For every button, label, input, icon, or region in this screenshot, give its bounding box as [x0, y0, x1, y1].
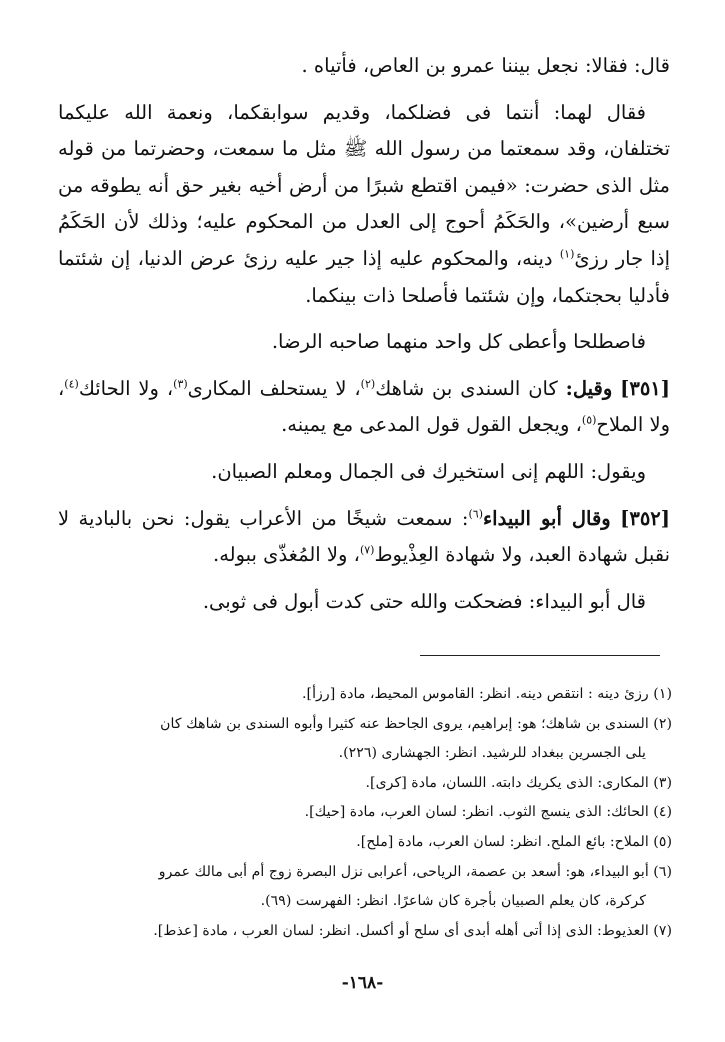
page-number: -١٦٨- — [341, 973, 384, 993]
footnote-3: (٣) المكارى: الذى يكريك دابته. اللسان، مادة [كرى]. — [365, 774, 672, 791]
footnotes — [50, 680, 672, 946]
footnote-ref-5: (٥) — [581, 413, 597, 427]
footnote-ref-4: (٤) — [64, 377, 79, 391]
section-352-label: وقال أبو البيداء — [483, 506, 611, 530]
footnote-ref-1: (١) — [559, 247, 575, 261]
section-351-text-b: ، لا يستحلف المكارى — [187, 376, 361, 400]
section-351-text-e: ، ويجعل القول قول المدعى مع يمينه. — [281, 413, 582, 437]
paragraph-2-end: دينه، والمحكوم عليه إذا جير عليه رزئ عرض الدنيا، إن شئتما فأدليا بحجتكما، وإن شئتما فأصلحا ذات بينكما. — [58, 246, 670, 307]
paragraph-2 — [58, 95, 670, 315]
section-352 — [58, 501, 670, 574]
footnote-2-continued: يلى الجسرين ببغداد للرشيد. انظر: الجهشارى (٢٢٦). — [338, 745, 646, 762]
footnote-5: (٥) الملاح: بائع الملح. انظر: لسان العرب، مادة [ملح]. — [356, 833, 672, 850]
section-351-text-d: ، ولا الملاح — [58, 376, 670, 437]
paragraph-7: قال أبو البيداء: فضحكت والله حتى كدت أبول فى ثوبى. — [202, 589, 646, 613]
footnote-ref-6: (٦) — [468, 507, 483, 521]
main-body — [58, 48, 670, 620]
section-351 — [58, 371, 670, 444]
section-351-text-a: كان السندى بن شاهك — [375, 376, 566, 400]
section-351-number: [٣٥١] — [620, 376, 671, 400]
paragraph-1: قال: فقالا: نجعل بيننا عمرو بن العاص، فأتياه . — [301, 54, 670, 77]
footnote-6-continued: كركرة، كان يعلم الصبيان بأجرة كان شاعرًا. انظر: الفهرست (٦٩). — [260, 893, 646, 910]
paragraph-2-text: فقال لهما: أنتما فى فضلكما، وقديم سوابقكما، ونعمة الله عليكما تختلفان، وقد سمعتما من رسول الله ﷺ مثل ما سمعت، وحضرتما من قوله مثل الذى حضرت: «فيمن اقتطع شبرًا من أرض أخيه بغير حق أنه يطوقه من سبع أرضين»، والحَكَمُ أحوج إلى العدل من المحكوم عليه؛ وذلك لأن الحَكَمُ إذا جار رزئ — [58, 100, 670, 270]
footnote-ref-3: (٣) — [173, 377, 188, 391]
section-352-text-b: ، ولا المُغذّى ببوله. — [213, 543, 360, 567]
section-351-label: وقيل: — [565, 376, 613, 400]
footnote-7: (٧) العذيوط: الذى إذا أتى أهله أبدى أى سلح أو أكسل. انظر: لسان العرب ، مادة [عذط]. — [153, 922, 672, 939]
paragraph-3: فاصطلحا وأعطى كل واحد منهما صاحبه الرضا. — [271, 330, 646, 354]
section-351-text-c: ، ولا الحائك — [78, 376, 174, 400]
footnote-ref-7: (٧) — [359, 543, 375, 557]
footnote-ref-2: (٢) — [360, 377, 376, 391]
footnote-2: (٢) السندى بن شاهك؛ هو: إبراهيم، يروى الجاحظ عنه كثيرا وأبوه السندى بن شاهك كان — [160, 715, 672, 732]
paragraph-5: ويقول: اللهم إنى استخيرك فى الجمال ومعلم الصبيان. — [211, 459, 646, 483]
footnote-4: (٤) الحائك: الذى ينسج الثوب. انظر: لسان العرب، مادة [حيك]. — [304, 804, 672, 821]
footnote-1: (١) رزئ دينه : انتقص دينه. انظر: القاموس المحيط، مادة [رزأ]. — [302, 686, 672, 702]
section-352-number: [٣٥٢] — [620, 506, 670, 530]
section-352-text-a: : سمعت شيخًا من الأعراب يقول: نحن بالبادية لا نقبل شهادة العبد، ولا شهادة العِذْيوط — [58, 506, 670, 567]
footnote-6: (٦) أبو البيداء، هو: أسعد بن عصمة، الرياحى، أعرابى نزل البصرة زوج أم أبى مالك عمرو — [158, 863, 672, 880]
footnote-divider — [420, 655, 660, 656]
main-text — [58, 48, 670, 630]
